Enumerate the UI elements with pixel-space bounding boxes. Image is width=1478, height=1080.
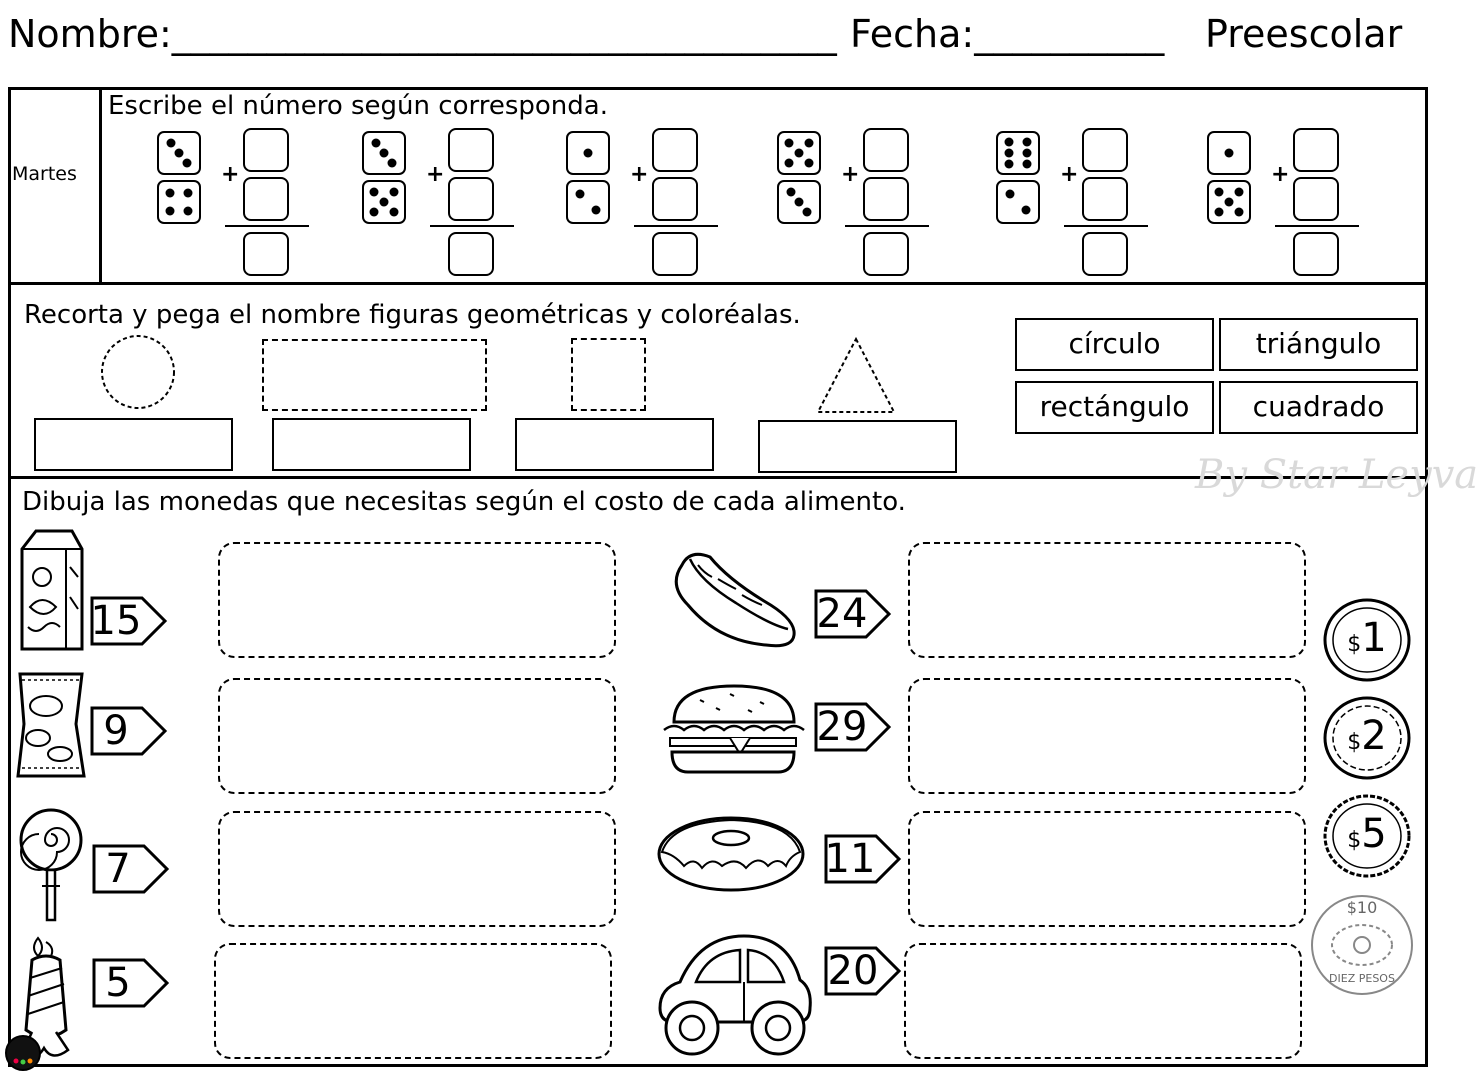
answer-box-sum[interactable] — [243, 232, 289, 276]
word-card-triangle[interactable]: triángulo — [1219, 318, 1418, 371]
toy-car-icon — [652, 930, 814, 1060]
coin-2-pesos-icon — [1322, 696, 1412, 780]
answer-box-top[interactable] — [863, 128, 909, 172]
die-pip — [1005, 160, 1014, 169]
paste-box[interactable] — [272, 418, 471, 471]
die-pip — [1234, 207, 1243, 216]
die-pip — [785, 158, 794, 167]
die-bottom-icon — [1207, 180, 1251, 224]
die-pip — [388, 159, 397, 168]
die-pip — [795, 149, 804, 158]
die-pip — [803, 208, 812, 217]
die-pip — [804, 158, 813, 167]
coin-5-pesos-icon — [1322, 794, 1412, 878]
coin-drawing-area[interactable] — [908, 678, 1306, 794]
dashed-rectangle-shape — [262, 339, 487, 411]
coin-drawing-area[interactable] — [908, 542, 1306, 658]
die-pip — [389, 207, 398, 216]
name-label: Nombre:___________________________________ — [8, 12, 837, 56]
die-pip — [1234, 188, 1243, 197]
price-value: 20 — [827, 948, 879, 994]
die-pip — [1215, 207, 1224, 216]
sum-line — [1275, 225, 1359, 227]
coin-drawing-area[interactable] — [908, 811, 1306, 927]
price-value: 7 — [105, 846, 131, 892]
answer-box-sum[interactable] — [863, 232, 909, 276]
die-pip — [1215, 188, 1224, 197]
sum-line — [225, 225, 309, 227]
dashed-triangle-shape — [815, 336, 897, 414]
die-pip — [1005, 137, 1014, 146]
lollipop-icon — [16, 804, 86, 926]
die-pip — [1022, 137, 1031, 146]
donut-icon — [656, 812, 806, 892]
answer-box-bottom[interactable] — [863, 177, 909, 221]
die-pip — [380, 198, 389, 207]
coin-drawing-area[interactable] — [214, 943, 612, 1059]
price-tag — [814, 589, 892, 639]
answer-box-bottom[interactable] — [652, 177, 698, 221]
sum-line — [634, 225, 718, 227]
die-top-icon — [566, 131, 610, 175]
answer-box-bottom[interactable] — [1293, 177, 1339, 221]
coin-value: 2 — [1361, 713, 1387, 759]
price-tag — [92, 844, 170, 894]
coin-10-pesos-icon — [1310, 894, 1414, 996]
price-tag — [824, 834, 902, 884]
coin-drawing-area[interactable] — [904, 943, 1302, 1059]
plus-sign: + — [1060, 162, 1079, 187]
die-pip — [389, 188, 398, 197]
price-value: 9 — [103, 708, 129, 754]
coin-drawing-area[interactable] — [218, 811, 616, 927]
die-pip — [1022, 160, 1031, 169]
coin-drawing-area[interactable] — [218, 542, 616, 658]
die-pip — [175, 149, 184, 158]
word-card-square[interactable]: cuadrado — [1219, 381, 1418, 434]
section2-instruction: Recorta y pega el nombre figuras geométricas y coloréalas. — [24, 300, 801, 330]
die-pip — [166, 206, 175, 215]
word-card-rectangle[interactable]: rectángulo — [1015, 381, 1214, 434]
answer-box-bottom[interactable] — [448, 177, 494, 221]
plus-sign: + — [841, 162, 860, 187]
answer-box-sum[interactable] — [1293, 232, 1339, 276]
price-value: 24 — [816, 591, 868, 637]
die-pip — [785, 139, 794, 148]
paste-box[interactable] — [34, 418, 233, 471]
die-pip — [584, 149, 593, 158]
date-label: Fecha:__________ — [850, 12, 1165, 56]
hamburger-icon — [660, 682, 806, 778]
plus-sign: + — [221, 162, 240, 187]
dashed-square-shape — [571, 338, 646, 411]
answer-box-bottom[interactable] — [1082, 177, 1128, 221]
price-value: 29 — [816, 704, 868, 750]
answer-box-sum[interactable] — [448, 232, 494, 276]
day-column-divider — [99, 87, 102, 283]
word-card-circle[interactable]: círculo — [1015, 318, 1214, 371]
coin-value: 5 — [1361, 811, 1387, 857]
die-pip — [1225, 198, 1234, 207]
hot-dog-icon — [668, 545, 800, 653]
day-label: Martes — [12, 163, 77, 185]
die-bottom-icon — [566, 180, 610, 224]
sum-line — [430, 225, 514, 227]
die-pip — [592, 206, 601, 215]
sum-line — [1064, 225, 1148, 227]
coin-value: 1 — [1361, 615, 1387, 661]
coin-symbol: $ — [1347, 730, 1362, 755]
coin-symbol: $ — [1346, 898, 1357, 917]
answer-box-sum[interactable] — [1082, 232, 1128, 276]
section1-instruction: Escribe el número según corresponda. — [108, 91, 608, 121]
die-pip — [1006, 190, 1015, 199]
die-top-icon — [157, 131, 201, 175]
die-pip — [167, 139, 176, 148]
coin-1-peso-icon — [1322, 598, 1412, 682]
price-value: 5 — [105, 960, 131, 1006]
die-top-icon — [996, 131, 1040, 175]
coin-drawing-area[interactable] — [218, 678, 616, 794]
die-pip — [372, 139, 381, 148]
die-top-icon — [362, 131, 406, 175]
die-pip — [183, 206, 192, 215]
coin-value: 10 — [1356, 898, 1378, 917]
die-pip — [787, 188, 796, 197]
coin-text: DIEZ PESOS — [1329, 972, 1395, 985]
answer-box-top[interactable] — [243, 128, 289, 172]
plus-sign: + — [630, 162, 649, 187]
answer-box-sum[interactable] — [652, 232, 698, 276]
die-bottom-icon — [157, 180, 201, 224]
die-pip — [1022, 206, 1031, 215]
price-tag — [90, 596, 168, 646]
section3-instruction: Dibuja las monedas que necesitas según el costo de cada alimento. — [22, 487, 906, 517]
answer-box-top[interactable] — [448, 128, 494, 172]
answer-box-top[interactable] — [1082, 128, 1128, 172]
die-pip — [370, 207, 379, 216]
die-pip — [1022, 149, 1031, 158]
die-top-icon — [777, 131, 821, 175]
die-bottom-icon — [362, 180, 406, 224]
answer-box-top[interactable] — [1293, 128, 1339, 172]
milk-carton-icon — [16, 527, 86, 653]
die-pip — [1225, 149, 1234, 158]
answer-box-bottom[interactable] — [243, 177, 289, 221]
die-pip — [183, 159, 192, 168]
die-pip — [380, 149, 389, 158]
die-pip — [370, 188, 379, 197]
answer-box-top[interactable] — [652, 128, 698, 172]
die-pip — [804, 139, 813, 148]
watermark: By Star Leyva — [1195, 452, 1478, 498]
die-bottom-icon — [996, 180, 1040, 224]
chips-bag-icon — [12, 668, 90, 782]
die-bottom-icon — [777, 180, 821, 224]
paste-box[interactable] — [515, 418, 714, 471]
price-tag — [814, 702, 892, 752]
sum-line — [845, 225, 929, 227]
price-tag — [90, 706, 168, 756]
die-pip — [183, 189, 192, 198]
price-value: 15 — [90, 598, 142, 644]
section-divider — [8, 282, 1428, 285]
plus-sign: + — [1271, 162, 1290, 187]
coin-symbol: $ — [1347, 828, 1362, 853]
logo-badge-icon — [4, 1034, 42, 1072]
coin-symbol: $ — [1347, 632, 1362, 657]
die-pip — [795, 198, 804, 207]
price-value: 11 — [824, 836, 876, 882]
die-top-icon — [1207, 131, 1251, 175]
price-tag — [824, 946, 902, 996]
die-pip — [576, 190, 585, 199]
dashed-circle-shape — [98, 334, 178, 414]
paste-box[interactable] — [758, 420, 957, 473]
die-pip — [1005, 149, 1014, 158]
grade-level: Preescolar — [1205, 12, 1403, 56]
plus-sign: + — [426, 162, 445, 187]
die-pip — [166, 189, 175, 198]
price-tag — [92, 958, 170, 1008]
